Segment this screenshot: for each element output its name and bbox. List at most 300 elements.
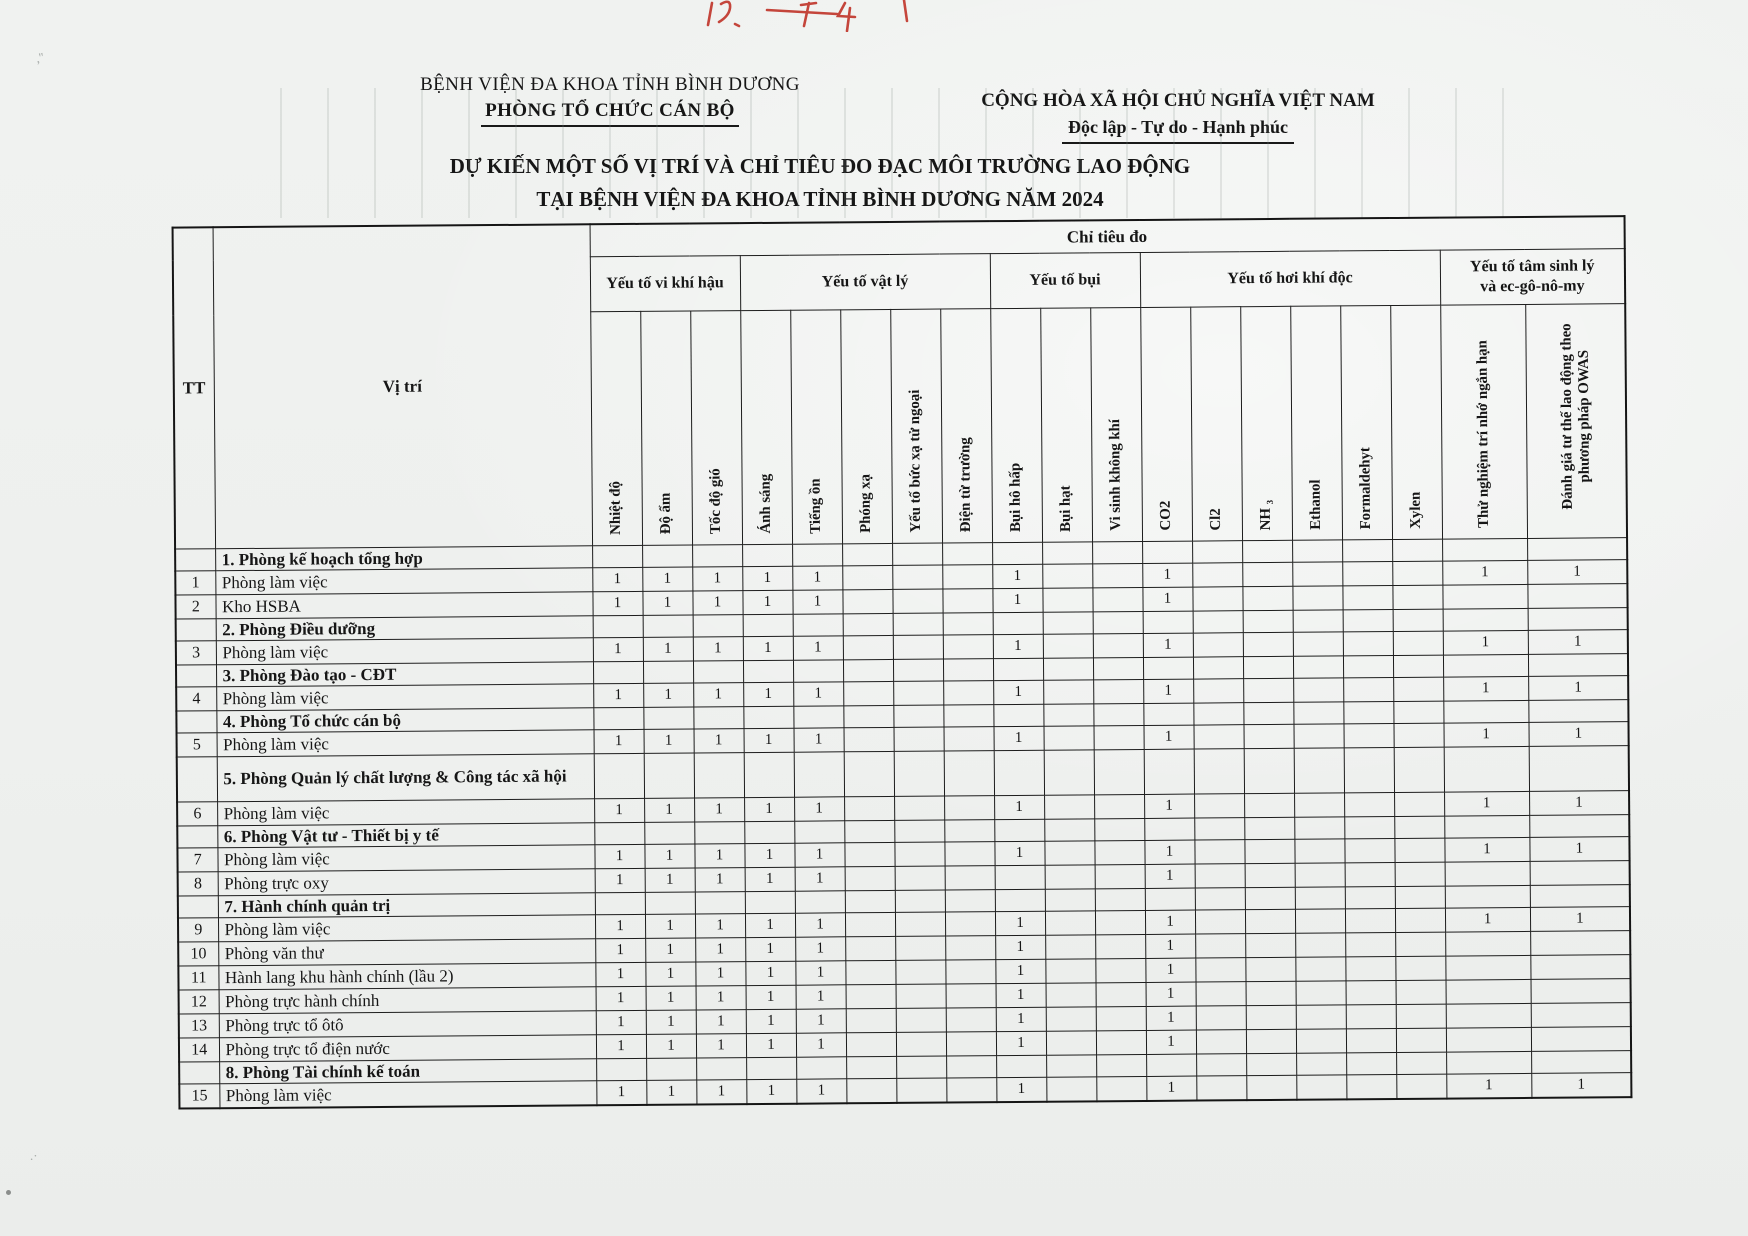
value-cell: 1	[1530, 907, 1630, 932]
value-cell	[742, 544, 792, 566]
value-cell	[1143, 657, 1193, 679]
value-cell	[696, 1058, 746, 1080]
value-cell: 1	[694, 844, 744, 868]
tt-cell: 6	[177, 802, 217, 826]
column-group-header: Yếu tố bụi	[990, 252, 1140, 308]
column-header-rotated	[1140, 307, 1192, 541]
value-cell: 1	[693, 637, 743, 661]
value-cell	[745, 891, 795, 913]
value-cell	[945, 936, 995, 960]
value-cell	[1196, 982, 1246, 1006]
value-cell	[893, 681, 943, 705]
value-cell: 1	[996, 1007, 1046, 1031]
value-cell	[845, 936, 895, 960]
column-header-rotated	[1390, 305, 1442, 539]
col-group-main: Chỉ tiêu đo	[590, 216, 1625, 257]
column-header-label: Yếu tố bức xạ tử ngoại	[907, 389, 925, 533]
value-cell	[694, 822, 744, 844]
value-cell	[1293, 724, 1343, 748]
value-cell	[895, 866, 945, 890]
value-cell	[846, 1008, 896, 1032]
value-cell	[1530, 955, 1630, 980]
value-cell	[1244, 839, 1294, 863]
value-cell: 1	[1443, 676, 1528, 701]
value-cell	[1193, 611, 1243, 633]
value-cell	[844, 820, 894, 842]
value-cell: 1	[594, 844, 644, 868]
tt-cell: 11	[178, 966, 218, 990]
column-header-label: Nhiệt độ	[607, 481, 625, 536]
value-cell	[944, 796, 994, 820]
position-cell: Kho HSBA	[215, 592, 592, 619]
value-cell: 1	[792, 590, 842, 614]
position-cell: Phòng làm việc	[215, 568, 592, 595]
value-cell	[1046, 1055, 1096, 1077]
value-cell: 1	[746, 985, 796, 1009]
column-group-header: Yếu tố tâm sinh lý và ec-gô-nô-my	[1440, 249, 1626, 305]
value-cell	[846, 1078, 896, 1103]
value-cell	[1045, 935, 1095, 959]
value-cell: 1	[1143, 633, 1193, 657]
value-cell	[1245, 909, 1295, 933]
value-cell	[995, 889, 1045, 911]
tt-cell: 5	[177, 733, 217, 757]
value-cell: 1	[744, 843, 794, 867]
value-cell: 1	[743, 636, 793, 660]
value-cell	[794, 821, 844, 843]
tt-cell: 14	[179, 1038, 219, 1062]
value-cell	[946, 1056, 996, 1078]
value-cell	[1244, 793, 1294, 817]
tt-cell: 15	[179, 1084, 219, 1109]
value-cell	[1395, 908, 1445, 932]
value-cell: 1	[746, 1079, 796, 1104]
value-cell	[1393, 677, 1443, 701]
value-cell: 1	[595, 962, 645, 986]
value-cell: 1	[1142, 563, 1192, 587]
value-cell	[1345, 862, 1395, 886]
value-cell: 1	[1146, 1006, 1196, 1030]
value-cell	[746, 1057, 796, 1079]
position-cell: Phòng làm việc	[216, 638, 593, 665]
value-cell	[1530, 861, 1630, 886]
value-cell	[1044, 795, 1094, 819]
value-cell	[892, 543, 942, 565]
value-cell	[1242, 586, 1292, 610]
value-cell	[843, 705, 893, 727]
national-header: CỘNG HÒA XÃ HỘI CHỦ NGHĨA VIỆT NAM	[981, 90, 1375, 111]
value-cell	[945, 890, 995, 912]
value-cell	[1344, 747, 1394, 792]
value-cell	[1143, 611, 1193, 633]
tt-cell: 3	[176, 641, 216, 665]
value-cell	[1294, 839, 1344, 863]
value-cell	[1194, 840, 1244, 864]
tt-cell: 4	[176, 687, 216, 711]
value-cell	[1193, 703, 1243, 725]
value-cell: 1	[695, 962, 745, 986]
value-cell	[1343, 656, 1393, 678]
value-cell: 1	[745, 961, 795, 985]
value-cell	[693, 661, 743, 683]
value-cell	[1093, 679, 1143, 703]
value-cell	[1531, 1027, 1631, 1052]
column-header-label: Cl2	[1208, 508, 1225, 531]
value-cell: 1	[795, 913, 845, 937]
value-cell	[1195, 958, 1245, 982]
value-cell	[1245, 957, 1295, 981]
value-cell: 1	[646, 1080, 696, 1105]
value-cell	[844, 842, 894, 866]
tt-cell: 10	[178, 942, 218, 966]
value-cell	[1394, 792, 1444, 816]
value-cell	[1295, 957, 1345, 981]
tt-cell	[178, 896, 218, 918]
value-cell	[943, 659, 993, 681]
value-cell: 1	[794, 797, 844, 821]
value-cell	[1196, 1030, 1246, 1054]
value-cell	[1444, 815, 1529, 838]
value-cell	[1527, 584, 1627, 609]
tt-cell: 13	[179, 1014, 219, 1038]
value-cell	[1145, 888, 1195, 910]
value-cell: 1	[796, 985, 846, 1009]
value-cell	[1343, 702, 1393, 724]
value-cell: 1	[695, 914, 745, 938]
value-cell	[1296, 981, 1346, 1005]
value-cell: 1	[645, 938, 695, 962]
value-cell	[1045, 889, 1095, 911]
column-header-rotated	[590, 311, 642, 545]
value-cell	[892, 565, 942, 589]
value-cell: 1	[1144, 794, 1194, 818]
value-cell	[1445, 955, 1530, 980]
value-cell: 1	[793, 636, 843, 660]
value-cell	[1095, 958, 1145, 982]
value-cell: 1	[696, 1010, 746, 1034]
value-cell	[1294, 748, 1344, 793]
value-cell	[1194, 794, 1244, 818]
value-cell	[946, 1032, 996, 1056]
tt-cell	[176, 619, 216, 641]
value-cell	[1243, 678, 1293, 702]
value-cell: 1	[594, 729, 644, 753]
value-cell	[1045, 911, 1095, 935]
value-cell	[845, 912, 895, 936]
column-header-rotated	[1090, 307, 1142, 541]
value-cell	[1196, 1006, 1246, 1030]
value-cell	[1446, 979, 1531, 1004]
value-cell	[1044, 750, 1094, 795]
value-cell	[1395, 886, 1445, 908]
column-header-rotated	[1190, 307, 1242, 541]
column-header-rotated	[1290, 306, 1342, 540]
value-cell	[843, 613, 893, 635]
value-cell	[1443, 608, 1528, 631]
value-cell: 1	[696, 1034, 746, 1058]
value-cell	[945, 960, 995, 984]
value-cell	[1295, 909, 1345, 933]
value-cell	[1096, 1030, 1146, 1054]
org-name: BỆNH VIỆN ĐA KHOA TỈNH BÌNH DƯƠNG	[420, 74, 800, 95]
value-cell	[1342, 540, 1392, 562]
value-cell	[944, 751, 994, 796]
value-cell	[946, 984, 996, 1008]
position-cell: Phòng làm việc	[217, 730, 594, 757]
value-cell	[896, 1056, 946, 1078]
tt-cell: 8	[178, 872, 218, 896]
value-cell	[1045, 959, 1095, 983]
value-cell: 1	[1444, 837, 1529, 862]
value-cell	[1393, 609, 1443, 631]
column-header-label: Bụi hạt	[1057, 485, 1075, 532]
value-cell	[1043, 704, 1093, 726]
position-cell: Hành lang khu hành chính (lầu 2)	[218, 963, 595, 990]
value-cell	[1093, 611, 1143, 633]
value-cell: 1	[796, 1009, 846, 1033]
value-cell	[1043, 634, 1093, 658]
value-cell: 1	[595, 868, 645, 892]
value-cell	[1094, 794, 1144, 818]
value-cell: 1	[992, 588, 1042, 612]
value-cell: 1	[795, 937, 845, 961]
value-cell	[1142, 541, 1192, 563]
tt-cell	[177, 757, 217, 802]
position-cell: Phòng trực oxy	[218, 869, 595, 896]
value-cell	[1244, 748, 1294, 793]
value-cell: 1	[1529, 791, 1629, 816]
position-cell: 5. Phòng Quản lý chất lượng & Công tác xã hội	[217, 754, 594, 802]
value-cell	[846, 1056, 896, 1078]
value-cell	[1396, 1004, 1446, 1028]
value-cell	[1531, 1003, 1631, 1028]
position-cell: 8. Phòng Tài chính kế toán	[219, 1059, 596, 1084]
value-cell: 1	[645, 868, 695, 892]
value-cell	[943, 635, 993, 659]
value-cell	[1195, 910, 1245, 934]
value-cell	[895, 960, 945, 984]
column-group-header: Yếu tố vi khí hậu	[590, 256, 740, 312]
value-cell	[1193, 633, 1243, 657]
value-cell: 1	[1531, 1073, 1631, 1098]
col-header-tt: TT	[173, 227, 216, 549]
column-header-label: Bụi hô hấp	[1007, 462, 1025, 533]
value-cell	[1242, 562, 1292, 586]
value-cell	[593, 661, 643, 683]
tt-cell: 2	[175, 595, 215, 619]
value-cell	[944, 727, 994, 751]
margin-smudge-bottom: .·	[30, 1148, 38, 1163]
value-cell	[1393, 701, 1443, 723]
value-cell	[1294, 793, 1344, 817]
column-header-label: NH ₃	[1258, 499, 1275, 531]
value-cell	[1195, 934, 1245, 958]
column-header-rotated	[1040, 308, 1092, 542]
value-cell	[1445, 861, 1530, 886]
value-cell: 1	[643, 637, 693, 661]
value-cell: 1	[692, 567, 742, 591]
value-cell: 1	[693, 683, 743, 707]
value-cell: 1	[595, 938, 645, 962]
value-cell: 1	[792, 566, 842, 590]
value-cell	[1346, 1074, 1396, 1099]
value-cell	[1044, 819, 1094, 841]
value-cell: 1	[692, 591, 742, 615]
column-header-rotated	[990, 308, 1042, 542]
position-cell: 1. Phòng kế hoạch tổng hợp	[215, 546, 592, 571]
column-header-label: Formaldehyt	[1357, 446, 1375, 530]
value-cell	[942, 543, 992, 565]
value-cell: 1	[1443, 630, 1528, 655]
value-cell	[1396, 980, 1446, 1004]
value-cell	[1293, 678, 1343, 702]
value-cell	[1195, 888, 1245, 910]
value-cell	[896, 1032, 946, 1056]
position-cell: Phòng làm việc	[219, 1081, 596, 1108]
value-cell: 1	[1443, 722, 1528, 747]
value-cell: 1	[695, 938, 745, 962]
value-cell: 1	[595, 914, 645, 938]
value-cell	[893, 613, 943, 635]
value-cell: 1	[1143, 725, 1193, 749]
value-cell	[1192, 541, 1242, 563]
column-header-rotated	[1440, 304, 1527, 539]
value-cell: 1	[796, 1033, 846, 1057]
title-line-1: DỰ KIẾN MỘT SỐ VỊ TRÍ VÀ CHỈ TIÊU ĐO ĐẠC MÔI TRƯỜNG LAO ĐỘNG	[449, 154, 1191, 178]
column-header-label: Ethanol	[1307, 479, 1325, 530]
value-cell	[646, 1058, 696, 1080]
value-cell	[992, 542, 1042, 564]
value-cell	[892, 589, 942, 613]
value-cell: 1	[1442, 560, 1527, 585]
value-cell	[1042, 542, 1092, 564]
value-cell	[943, 613, 993, 635]
value-cell	[1292, 562, 1342, 586]
value-cell: 1	[593, 683, 643, 707]
value-cell	[1044, 726, 1094, 750]
value-cell	[1394, 838, 1444, 862]
value-cell	[1194, 818, 1244, 840]
value-cell: 1	[696, 986, 746, 1010]
value-cell	[1531, 979, 1631, 1004]
value-cell	[1144, 749, 1194, 794]
value-cell	[844, 751, 894, 796]
value-cell	[845, 866, 895, 890]
value-cell: 1	[644, 798, 694, 822]
value-cell	[843, 659, 893, 681]
value-cell	[592, 545, 642, 567]
value-cell	[1246, 1029, 1296, 1053]
column-header-label: Xylen	[1408, 491, 1425, 529]
value-cell	[643, 707, 693, 729]
position-cell: Phòng làm việc	[217, 799, 594, 826]
tt-cell	[176, 711, 216, 733]
value-cell: 1	[1528, 676, 1628, 701]
value-cell	[1393, 655, 1443, 677]
value-cell	[1346, 1028, 1396, 1052]
column-header-rotated	[1340, 306, 1392, 540]
tt-cell: 1	[175, 571, 215, 595]
value-cell	[1345, 932, 1395, 956]
value-cell	[744, 752, 794, 797]
value-cell	[1042, 588, 1092, 612]
tt-cell	[179, 1062, 219, 1084]
value-cell	[793, 706, 843, 728]
value-cell	[1344, 816, 1394, 838]
column-header-rotated	[640, 311, 692, 545]
value-cell	[845, 890, 895, 912]
value-cell	[645, 892, 695, 914]
value-cell	[1092, 541, 1142, 563]
value-cell	[1293, 610, 1343, 632]
value-cell	[942, 589, 992, 613]
value-cell	[1343, 724, 1393, 748]
value-cell: 1	[996, 1077, 1046, 1102]
value-cell	[1043, 658, 1093, 680]
value-cell	[1445, 885, 1530, 908]
value-cell	[1192, 587, 1242, 611]
value-cell	[1396, 1074, 1446, 1099]
scan-speck	[6, 1190, 11, 1195]
value-cell	[1146, 1054, 1196, 1076]
value-cell: 1	[593, 637, 643, 661]
value-cell	[1442, 538, 1527, 561]
value-cell: 1	[1144, 840, 1194, 864]
value-cell	[1096, 1076, 1146, 1101]
value-cell	[845, 960, 895, 984]
value-cell	[896, 984, 946, 1008]
value-cell: 1	[1146, 982, 1196, 1006]
position-cell: Phòng làm việc	[216, 684, 593, 711]
value-cell	[1096, 1054, 1146, 1076]
value-cell	[693, 615, 743, 637]
column-header-rotated	[690, 311, 742, 545]
value-cell	[1196, 1076, 1246, 1101]
value-cell: 1	[642, 591, 692, 615]
value-cell	[795, 891, 845, 913]
value-cell: 1	[592, 591, 642, 615]
value-cell	[945, 866, 995, 890]
value-cell	[1093, 657, 1143, 679]
value-cell	[1242, 540, 1292, 562]
value-cell	[846, 984, 896, 1008]
value-cell: 1	[745, 867, 795, 891]
position-cell: Phòng làm việc	[218, 915, 595, 942]
org-department: PHÒNG TỔ CHỨC CÁN BỘ	[481, 98, 739, 128]
value-cell	[1296, 1029, 1346, 1053]
value-cell	[1395, 932, 1445, 956]
column-group-header: Yếu tố vật lý	[740, 254, 990, 311]
position-cell: Phòng trực tổ điện nước	[219, 1035, 596, 1062]
value-cell: 1	[995, 959, 1045, 983]
value-cell	[896, 1008, 946, 1032]
value-cell	[1046, 1031, 1096, 1055]
value-cell: 1	[594, 798, 644, 822]
position-cell: 7. Hành chính quản trị	[218, 893, 595, 918]
column-header-label: Thử nghiệm trí nhớ ngắn hạn	[1474, 340, 1492, 529]
value-cell	[644, 753, 694, 798]
value-cell	[1395, 862, 1445, 886]
value-cell	[594, 753, 644, 798]
value-cell: 1	[646, 1010, 696, 1034]
measurement-table-wrap	[172, 215, 1633, 1109]
value-cell	[1529, 815, 1629, 838]
value-cell	[1445, 931, 1530, 956]
value-cell	[996, 1055, 1046, 1077]
value-cell: 1	[1145, 910, 1195, 934]
value-cell: 1	[742, 590, 792, 614]
value-cell	[1345, 956, 1395, 980]
